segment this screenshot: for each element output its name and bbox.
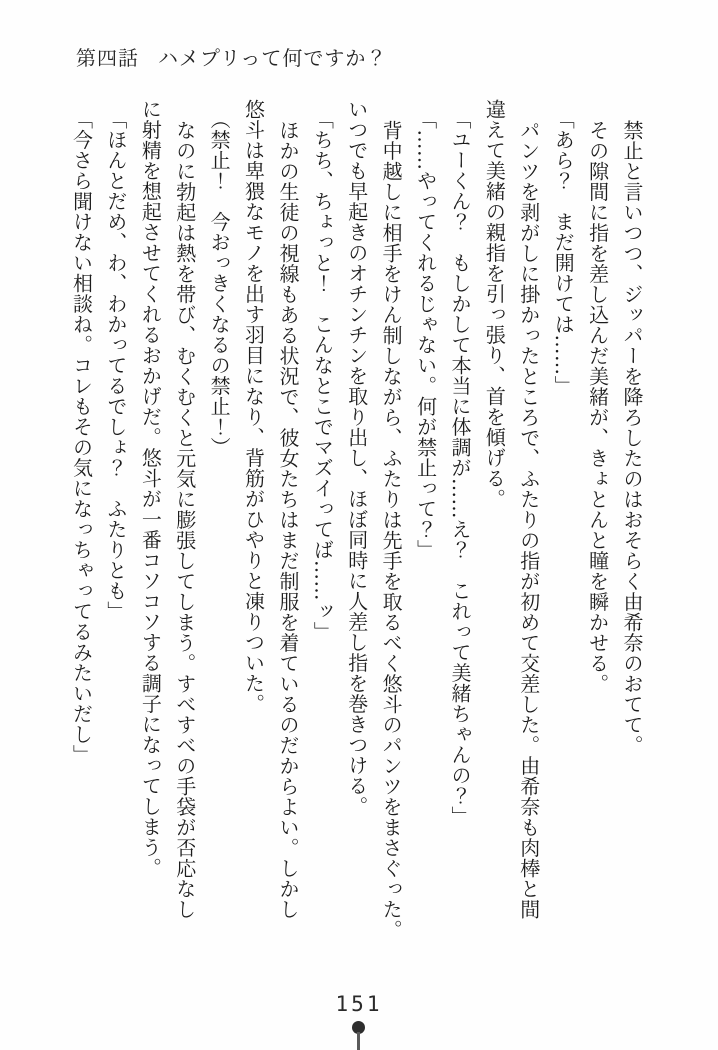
text-column: 「今さら聞けない相談ね。コレもその気になっちゃってるみたいだし」: [69, 109, 94, 765]
text-column: 「あら？ まだ開けては……」: [551, 109, 576, 396]
text-column: 背中越しに相手をけん制しながら、ふたりは先手を取るべく悠斗のパンツをまさぐった。: [379, 120, 404, 940]
text-column: パンツを剥がしに掛かったところで、ふたりの指が初めて交差した。由希奈も肉棒と間: [516, 120, 541, 920]
text-column: いつでも早起きのオチンチンを取り出し、ほぼ同時に人差し指を巻きつける。: [344, 99, 369, 817]
text-column: 「ちち、ちょっと！ こんなとこでマズイってば……ッ」: [310, 109, 335, 642]
binding-dot-icon: [352, 1021, 365, 1034]
chapter-title: ハメプリって何ですか？: [158, 46, 388, 70]
page-number: 151: [335, 992, 383, 1016]
text-column: ほかの生徒の視線もある状況で、彼女たちはまだ制服を着ているのだからよい。しかし: [275, 120, 300, 920]
text-column: 「ほんとだめ、わ、わかってるでしょ？ ふたりとも」: [103, 109, 128, 622]
text-column: なのに勃起は熱を帯び、むくむくと元気に膨張してしまう。すべすべの手袋が否応なし: [172, 120, 197, 920]
body-text: [64, 99, 649, 977]
chapter-label: 第四話: [76, 46, 139, 70]
text-column: その隙間に指を差し込んだ美緒が、きょとんと瞳を瞬かせる。: [585, 120, 610, 694]
text-column: 悠斗は卑猥なモノを出す羽目になり、背筋がひやりと凍りついた。: [241, 99, 266, 714]
text-column: 「……やってくれるじゃない。何が禁止って？」: [413, 109, 438, 560]
text-column: 違えて美緒の親指を引っ張り、首を傾げる。: [482, 99, 507, 509]
text-column: （禁止！ 今おっきくなるの禁止！）: [207, 109, 232, 458]
binding-stem: [357, 1032, 360, 1050]
running-head: [76, 42, 387, 71]
text-column: 「ユーくん？ もしかして本当に体調が……え？ これって美緒ちゃんの？」: [447, 109, 472, 827]
text-column: 禁止と言いつつ、ジッパーを降ろしたのはおそらく由希奈のおてて。: [620, 120, 644, 756]
text-column: に射精を想起させてくれるおかげだ。悠斗が一番コソコソする調子になってしまう。: [138, 99, 163, 878]
binding-mark: [0, 1021, 718, 1050]
